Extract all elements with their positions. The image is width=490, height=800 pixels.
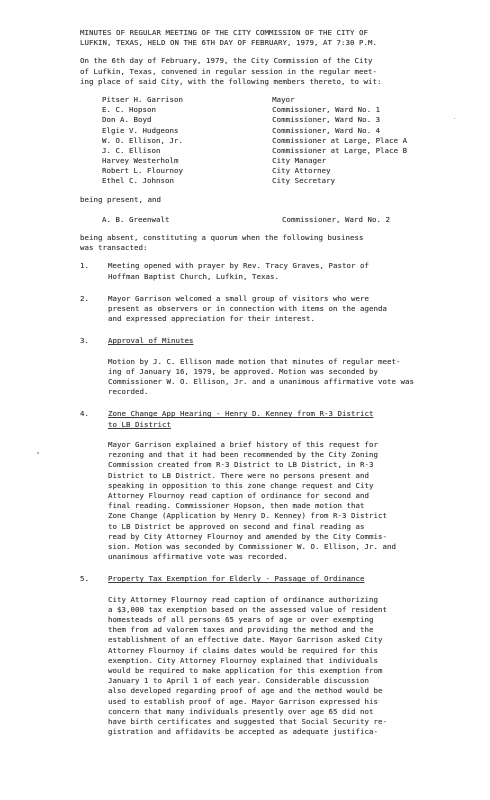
minutes-document xyxy=(80,28,480,737)
member-title: City Attorney xyxy=(272,166,331,176)
item-line: Zone Change (Application by Henry D. Kenney) from R-3 District xyxy=(108,511,387,521)
absent-member-row xyxy=(80,215,480,225)
intro-paragraph xyxy=(80,56,480,87)
item-title: Approval of Minutes xyxy=(108,336,194,346)
agenda-item-5 xyxy=(80,574,480,737)
roster-row xyxy=(102,166,480,176)
roster-row xyxy=(102,105,480,115)
item-line: gistration and affidavits be accepted as adequate justifica- xyxy=(108,727,378,737)
header-line: MINUTES OF REGULAR MEETING OF THE CITY COMMISSION OF THE CITY OF xyxy=(80,28,368,37)
member-name: Robert L. Flournoy xyxy=(102,166,183,176)
agenda-item-2 xyxy=(80,294,480,325)
item-line: final reading. Commissioner Hopson, then made motion that xyxy=(108,501,365,511)
item-line: would be required to make application for this exemption from xyxy=(108,665,383,675)
quorum-line: being absent, constituting a quorum when the following business xyxy=(80,233,364,242)
agenda-item-3 xyxy=(80,336,480,397)
member-title: City Manager xyxy=(272,156,327,166)
item-line: City Attorney Flournoy read caption of ordinance authorizing xyxy=(108,594,378,604)
member-title: Commissioner, Ward No. 4 xyxy=(272,125,381,135)
item-line: Meeting opened with prayer by Rev. Tracy Graves, Pastor of xyxy=(108,261,369,271)
item-line xyxy=(108,430,480,440)
item-number: 1. xyxy=(80,261,89,271)
item-title-cont: to LB District xyxy=(108,419,171,429)
item-line: exemption. City Attorney Flournoy explained that individuals xyxy=(108,655,378,665)
member-title: Commissioner at Large, Place B xyxy=(272,145,408,155)
member-title: Mayor xyxy=(272,94,295,104)
intro-line: of Lufkin, Texas, convened in regular session in the regular meet- xyxy=(80,66,377,76)
item-line: Attorney Flournoy read caption of ordinance for second and xyxy=(108,490,369,500)
absent-label: being present, and xyxy=(80,194,161,204)
item-line: read by City Attorney Flournoy and amended by the City Commis- xyxy=(108,531,387,541)
item-line: Motion by J. C. Ellison made motion that minutes of regular meet- xyxy=(108,356,401,366)
item-line: present as observers or in connection with items on the agenda xyxy=(108,303,387,313)
item-line: rezoning and that it had been recommended by the City Zoning xyxy=(108,450,378,460)
item-line: unanimous affirmative vote was recorded. xyxy=(108,552,288,562)
item-line: Hoffman Baptist Church, Lufkin, Texas. xyxy=(108,271,279,281)
item-line: establishment of an effective date. Mayor Garrison asked City xyxy=(108,635,383,645)
roster-row xyxy=(102,156,480,166)
item-number: 5. xyxy=(80,574,89,584)
item-title: Property Tax Exemption for Elderly - Passage of Ordinance xyxy=(108,574,365,584)
member-name: Ethel C. Johnson xyxy=(102,176,174,186)
quorum-line: was transacted: xyxy=(80,243,148,253)
item-line: Mayor Garrison welcomed a small group of visitors who were xyxy=(108,293,369,303)
member-name: Pitser H. Garrison xyxy=(102,94,183,104)
agenda-item-4 xyxy=(80,409,480,562)
item-line xyxy=(108,347,480,357)
intro-line: ing place of said City, with the following members thereto, to wit: xyxy=(80,76,382,86)
intro-line: On the 6th day of February, 1979, the City Commission of the City xyxy=(80,56,373,66)
minutes-header xyxy=(80,28,480,48)
item-line xyxy=(108,584,480,594)
item-line: concern that many individuals presently over age 65 did not xyxy=(108,706,374,716)
roster-row xyxy=(102,95,480,105)
member-name: Elgie V. Hudgeons xyxy=(102,125,179,135)
item-line: speaking in opposition to this zone change request and City xyxy=(108,480,374,490)
quorum-statement xyxy=(80,233,480,253)
member-name: J. C. Ellison xyxy=(102,145,161,155)
absent-member-name: A. B. Greenwalt xyxy=(102,214,170,224)
item-line: them from ad valorem taxes and providing the method and the xyxy=(108,625,374,635)
item-line: sion. Motion was seconded by Commissioner W. O. Ellison, Jr. and xyxy=(108,541,396,551)
member-name: E. C. Hopson xyxy=(102,105,156,115)
item-line: have birth certificates and suggested that Social Security re- xyxy=(108,716,387,726)
member-title: Commissioner, Ward No. 1 xyxy=(272,105,381,115)
attendance-roster xyxy=(80,95,480,187)
item-line: January 1 to April 1 of each year. Considerable discussion xyxy=(108,676,369,686)
item-line: and expressed appreciation for their interest. xyxy=(108,314,315,324)
item-line: Commission created from R-3 District to LB District, in R-3 xyxy=(108,460,374,470)
item-line: Commissioner W. O. Ellison, Jr. and a unanimous affirmative vote was xyxy=(108,377,414,387)
header-line: LUFKIN, TEXAS, HELD ON THE 6TH DAY OF FEBRUARY, 1979, AT 7:30 P.M. xyxy=(80,38,377,48)
item-line: also developed regarding proof of age and the method would be xyxy=(108,686,383,696)
item-number: 3. xyxy=(80,336,89,346)
member-title: City Secretary xyxy=(272,176,336,186)
scan-speck xyxy=(37,452,39,454)
roster-row xyxy=(102,146,480,156)
item-number: 2. xyxy=(80,293,89,303)
member-name: Harvey Westerholm xyxy=(102,156,179,166)
member-name: W. O. Ellison, Jr. xyxy=(102,135,183,145)
member-title: Commissioner, Ward No. 3 xyxy=(272,115,381,125)
item-line: District to LB District. There were no persons present and xyxy=(108,470,369,480)
absent-member-title: Commissioner, Ward No. 2 xyxy=(282,214,390,224)
member-title: Commissioner at Large, Place A xyxy=(272,135,408,145)
roster-row xyxy=(102,176,480,186)
item-line: homesteads of all persons 65 years of age or over exempting xyxy=(108,615,374,624)
item-number: 4. xyxy=(80,409,89,419)
agenda-item-1 xyxy=(80,261,480,281)
roster-row xyxy=(102,126,480,136)
item-title: Zone Change App Hearing - Henry D. Kenney from R-3 District xyxy=(108,409,374,419)
item-line: recorded. xyxy=(108,387,149,397)
item-line: Attorney Flournoy if claims dates would be required for this xyxy=(108,645,378,655)
item-line: ing of January 16, 1979, be approved. Motion was seconded by xyxy=(108,366,378,376)
roster-row xyxy=(102,136,480,146)
item-line: a $3,000 tax exemption based on the assessed value of resident xyxy=(108,604,387,614)
item-line: Mayor Garrison explained a brief history of this request for xyxy=(108,440,378,449)
member-name: Don A. Boyd xyxy=(102,115,152,125)
roster-row xyxy=(102,115,480,125)
item-line: to LB District be approved on second and final reading as xyxy=(108,521,365,531)
item-line: used to establish proof of age. Mayor Garrison expressed his xyxy=(108,696,378,706)
scan-speck xyxy=(454,118,455,119)
